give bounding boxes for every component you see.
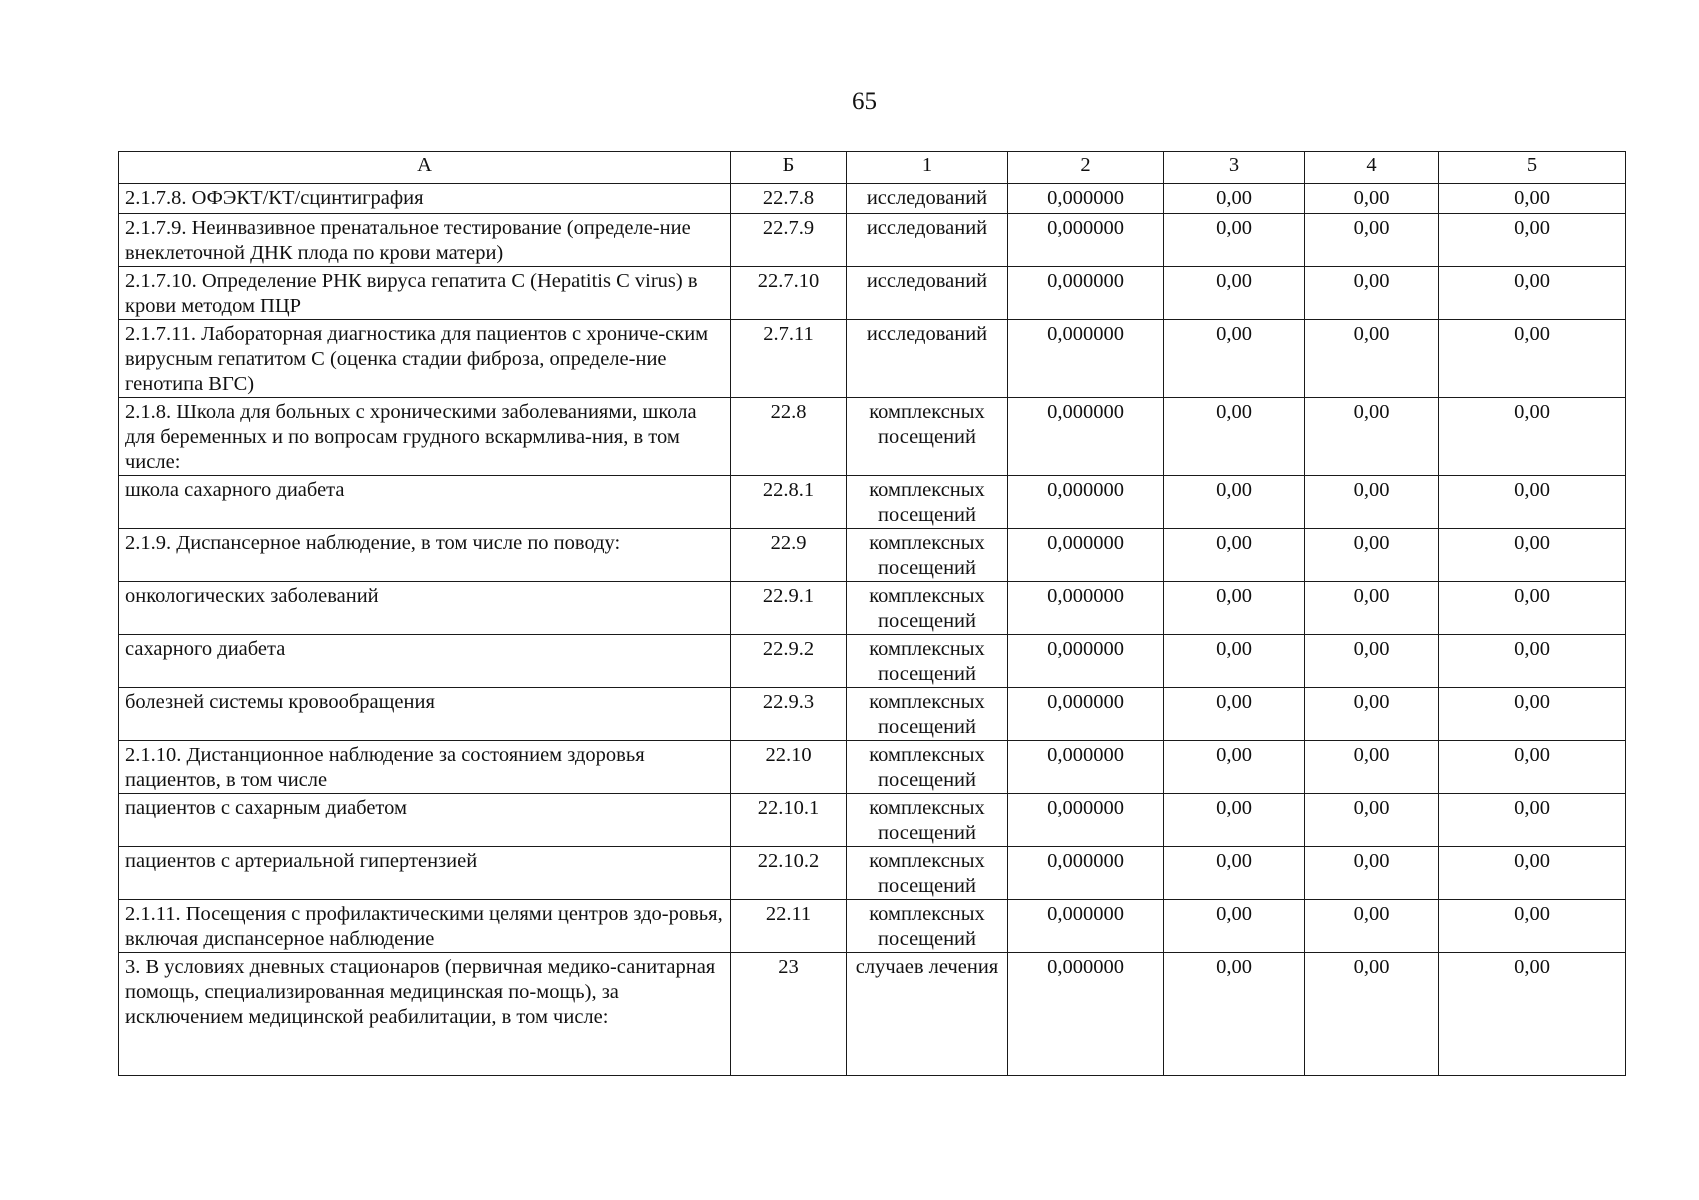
row-value-cell: 0,00 bbox=[1439, 476, 1626, 529]
column-header-3: 3 bbox=[1164, 152, 1305, 184]
row-value-cell: 0,000000 bbox=[1008, 741, 1164, 794]
row-value-cell: 0,00 bbox=[1164, 794, 1305, 847]
table-row bbox=[119, 582, 1626, 635]
column-header-5: 5 bbox=[1439, 152, 1626, 184]
row-unit-cell: исследований bbox=[847, 214, 1008, 267]
table-row bbox=[119, 635, 1626, 688]
table-row bbox=[119, 847, 1626, 900]
table-row bbox=[119, 953, 1626, 1076]
row-value-cell: 0,000000 bbox=[1008, 953, 1164, 1076]
table-row bbox=[119, 320, 1626, 398]
row-value-cell: 0,00 bbox=[1439, 582, 1626, 635]
table-row bbox=[119, 476, 1626, 529]
column-header-1: 1 bbox=[847, 152, 1008, 184]
row-value-cell: 0,00 bbox=[1305, 847, 1439, 900]
row-value-cell: 0,000000 bbox=[1008, 214, 1164, 267]
row-value-cell: 0,00 bbox=[1439, 741, 1626, 794]
row-code-cell: 2.7.11 bbox=[731, 320, 847, 398]
row-value-cell: 0,00 bbox=[1439, 398, 1626, 476]
row-value-cell: 0,00 bbox=[1305, 688, 1439, 741]
row-value-cell: 0,00 bbox=[1164, 214, 1305, 267]
row-value-cell: 0,000000 bbox=[1008, 184, 1164, 214]
row-unit-cell: исследований bbox=[847, 320, 1008, 398]
row-unit-cell: комплексных посещений bbox=[847, 398, 1008, 476]
row-name-cell: онкологических заболеваний bbox=[119, 582, 731, 635]
row-unit-cell: комплексных посещений bbox=[847, 529, 1008, 582]
row-value-cell: 0,000000 bbox=[1008, 267, 1164, 320]
row-unit-cell: комплексных посещений bbox=[847, 794, 1008, 847]
row-value-cell: 0,00 bbox=[1305, 184, 1439, 214]
row-value-cell: 0,00 bbox=[1439, 214, 1626, 267]
row-value-cell: 0,00 bbox=[1305, 900, 1439, 953]
row-unit-cell: комплексных посещений bbox=[847, 900, 1008, 953]
row-value-cell: 0,00 bbox=[1305, 529, 1439, 582]
row-unit-cell: случаев лечения bbox=[847, 953, 1008, 1076]
row-value-cell: 0,00 bbox=[1439, 635, 1626, 688]
row-name-cell: пациентов с артериальной гипертензией bbox=[119, 847, 731, 900]
row-code-cell: 22.10 bbox=[731, 741, 847, 794]
row-value-cell: 0,00 bbox=[1305, 320, 1439, 398]
row-value-cell: 0,00 bbox=[1439, 184, 1626, 214]
row-value-cell: 0,00 bbox=[1164, 582, 1305, 635]
row-unit-cell: комплексных посещений bbox=[847, 635, 1008, 688]
row-name-cell: сахарного диабета bbox=[119, 635, 731, 688]
row-value-cell: 0,000000 bbox=[1008, 688, 1164, 741]
row-name-cell: 2.1.7.10. Определение РНК вируса гепатита С (Hepatitis С virus) в крови методом ПЦР bbox=[119, 267, 731, 320]
row-value-cell: 0,00 bbox=[1439, 267, 1626, 320]
row-unit-cell: комплексных посещений bbox=[847, 476, 1008, 529]
table-row bbox=[119, 267, 1626, 320]
row-value-cell: 0,00 bbox=[1439, 529, 1626, 582]
row-value-cell: 0,000000 bbox=[1008, 398, 1164, 476]
row-value-cell: 0,00 bbox=[1164, 688, 1305, 741]
page-number: 65 bbox=[852, 88, 877, 115]
row-value-cell: 0,00 bbox=[1439, 688, 1626, 741]
row-unit-cell: исследований bbox=[847, 267, 1008, 320]
column-header-b: Б bbox=[731, 152, 847, 184]
row-unit-cell: исследований bbox=[847, 184, 1008, 214]
data-table bbox=[118, 151, 1626, 1076]
row-value-cell: 0,00 bbox=[1305, 476, 1439, 529]
table-row bbox=[119, 900, 1626, 953]
row-value-cell: 0,00 bbox=[1164, 847, 1305, 900]
row-value-cell: 0,00 bbox=[1439, 320, 1626, 398]
row-value-cell: 0,00 bbox=[1305, 741, 1439, 794]
row-value-cell: 0,000000 bbox=[1008, 794, 1164, 847]
row-code-cell: 23 bbox=[731, 953, 847, 1076]
row-value-cell: 0,00 bbox=[1164, 635, 1305, 688]
row-unit-cell: комплексных посещений bbox=[847, 847, 1008, 900]
row-value-cell: 0,00 bbox=[1164, 476, 1305, 529]
row-unit-cell: комплексных посещений bbox=[847, 582, 1008, 635]
row-value-cell: 0,00 bbox=[1164, 398, 1305, 476]
row-value-cell: 0,000000 bbox=[1008, 320, 1164, 398]
row-value-cell: 0,00 bbox=[1164, 184, 1305, 214]
table-row bbox=[119, 529, 1626, 582]
row-code-cell: 22.9.3 bbox=[731, 688, 847, 741]
row-value-cell: 0,00 bbox=[1305, 953, 1439, 1076]
row-value-cell: 0,00 bbox=[1305, 794, 1439, 847]
row-code-cell: 22.7.9 bbox=[731, 214, 847, 267]
row-name-cell: 2.1.10. Дистанционное наблюдение за состоянием здоровья пациентов, в том числе bbox=[119, 741, 731, 794]
row-name-cell: болезней системы кровообращения bbox=[119, 688, 731, 741]
row-value-cell: 0,00 bbox=[1305, 635, 1439, 688]
row-value-cell: 0,00 bbox=[1305, 398, 1439, 476]
row-code-cell: 22.8 bbox=[731, 398, 847, 476]
row-value-cell: 0,00 bbox=[1164, 320, 1305, 398]
row-value-cell: 0,000000 bbox=[1008, 582, 1164, 635]
column-header-a: А bbox=[119, 152, 731, 184]
table-row bbox=[119, 184, 1626, 214]
row-name-cell: 2.1.7.8. ОФЭКТ/КТ/сцинтиграфия bbox=[119, 184, 731, 214]
row-value-cell: 0,00 bbox=[1439, 794, 1626, 847]
column-header-2: 2 bbox=[1008, 152, 1164, 184]
row-value-cell: 0,000000 bbox=[1008, 635, 1164, 688]
data-table-container bbox=[118, 151, 1625, 1076]
table-row bbox=[119, 214, 1626, 267]
row-value-cell: 0,00 bbox=[1439, 900, 1626, 953]
row-value-cell: 0,000000 bbox=[1008, 529, 1164, 582]
row-value-cell: 0,00 bbox=[1164, 529, 1305, 582]
row-code-cell: 22.10.1 bbox=[731, 794, 847, 847]
table-row bbox=[119, 398, 1626, 476]
row-value-cell: 0,00 bbox=[1164, 741, 1305, 794]
row-code-cell: 22.9 bbox=[731, 529, 847, 582]
row-code-cell: 22.9.2 bbox=[731, 635, 847, 688]
row-value-cell: 0,00 bbox=[1305, 267, 1439, 320]
row-value-cell: 0,00 bbox=[1439, 847, 1626, 900]
row-value-cell: 0,00 bbox=[1305, 214, 1439, 267]
row-name-cell: 3. В условиях дневных стационаров (первичная медико-санитарная помощь, специализированная медицинская по-мощь), за исключением медицинской реабилитации, в том числе: bbox=[119, 953, 731, 1076]
row-name-cell: 2.1.7.9. Неинвазивное пренатальное тестирование (определе-ние внеклеточной ДНК плода по крови матери) bbox=[119, 214, 731, 267]
row-value-cell: 0,00 bbox=[1164, 267, 1305, 320]
row-code-cell: 22.7.8 bbox=[731, 184, 847, 214]
row-name-cell: школа сахарного диабета bbox=[119, 476, 731, 529]
column-header-4: 4 bbox=[1305, 152, 1439, 184]
row-unit-cell: комплексных посещений bbox=[847, 741, 1008, 794]
row-unit-cell: комплексных посещений bbox=[847, 688, 1008, 741]
row-value-cell: 0,00 bbox=[1305, 582, 1439, 635]
row-value-cell: 0,00 bbox=[1439, 953, 1626, 1076]
row-code-cell: 22.11 bbox=[731, 900, 847, 953]
row-name-cell: 2.1.11. Посещения с профилактическими целями центров здо-ровья, включая диспансерное наблюдение bbox=[119, 900, 731, 953]
table-row bbox=[119, 794, 1626, 847]
row-value-cell: 0,000000 bbox=[1008, 847, 1164, 900]
row-value-cell: 0,000000 bbox=[1008, 900, 1164, 953]
row-name-cell: 2.1.7.11. Лабораторная диагностика для пациентов с хрониче-ским вирусным гепатитом С (оценка стадии фиброза, определе-ние генотипа ВГС) bbox=[119, 320, 731, 398]
row-value-cell: 0,00 bbox=[1164, 900, 1305, 953]
row-value-cell: 0,00 bbox=[1164, 953, 1305, 1076]
row-name-cell: 2.1.9. Диспансерное наблюдение, в том числе по поводу: bbox=[119, 529, 731, 582]
row-code-cell: 22.7.10 bbox=[731, 267, 847, 320]
table-header-row bbox=[119, 152, 1626, 184]
row-name-cell: пациентов с сахарным диабетом bbox=[119, 794, 731, 847]
table-row bbox=[119, 741, 1626, 794]
row-code-cell: 22.9.1 bbox=[731, 582, 847, 635]
row-code-cell: 22.10.2 bbox=[731, 847, 847, 900]
row-code-cell: 22.8.1 bbox=[731, 476, 847, 529]
row-name-cell: 2.1.8. Школа для больных с хроническими заболеваниями, школа для беременных и по вопросам грудного вскармлива-ния, в том числе: bbox=[119, 398, 731, 476]
table-row bbox=[119, 688, 1626, 741]
row-value-cell: 0,000000 bbox=[1008, 476, 1164, 529]
